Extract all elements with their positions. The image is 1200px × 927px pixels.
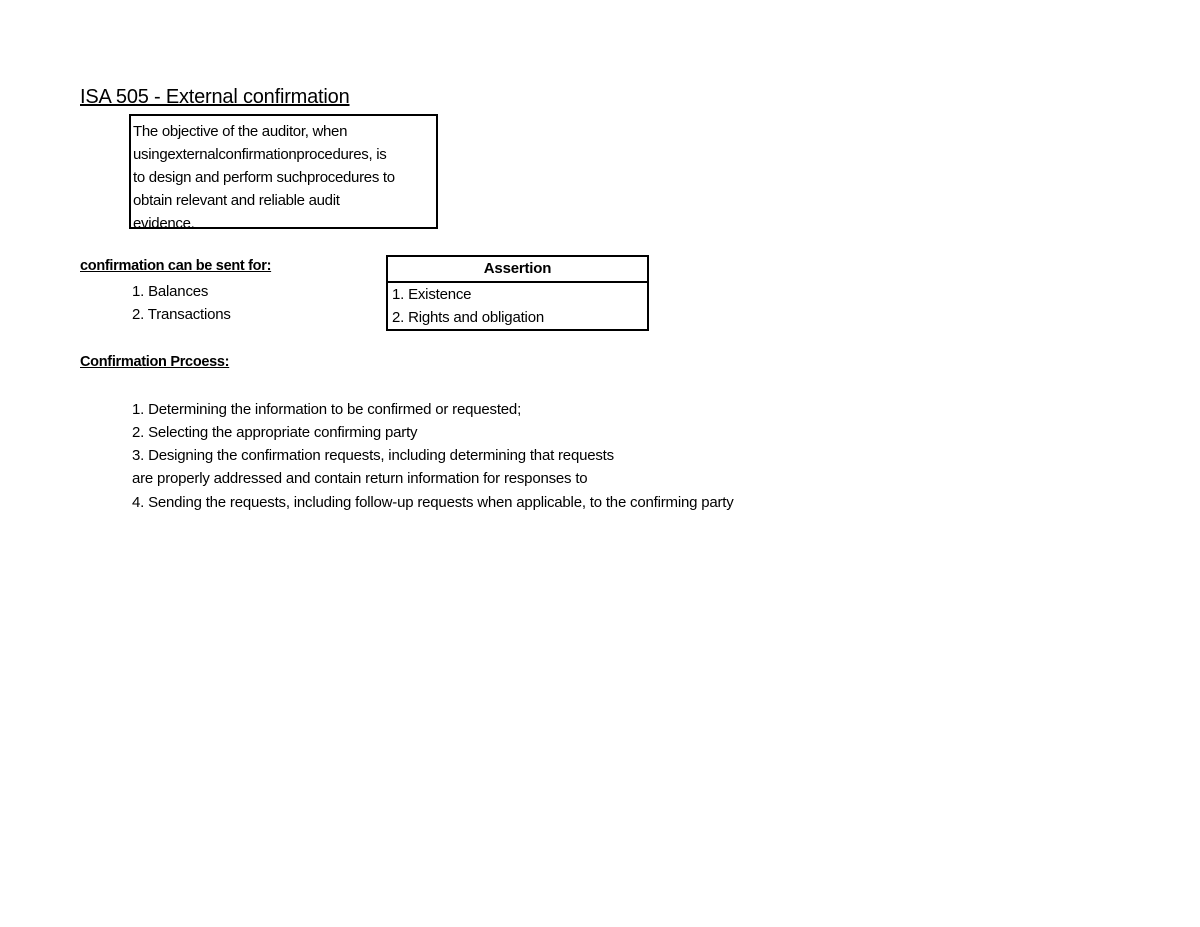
objective-box: [129, 114, 438, 232]
objective-line: to design and perform suchprocedures to: [133, 169, 395, 186]
objective-line: evidence.: [133, 215, 195, 232]
process-step-2: 2. Selecting the appropriate confirming party: [132, 424, 418, 441]
assertion-table: [386, 255, 649, 331]
objective-line: usingexternalconfirmationprocedures, is: [133, 146, 387, 163]
sent-for-heading: confirmation can be sent for:: [80, 258, 272, 274]
assertion-row-existence: 1. Existence: [392, 286, 472, 303]
assertion-row-rights: 2. Rights and obligation: [392, 309, 544, 326]
process-step-4: 4. Sending the requests, including follow-up requests when applicable, to the confirming party: [132, 494, 734, 511]
assertion-header: Assertion: [388, 257, 647, 283]
process-step-1: 1. Determining the information to be confirmed or requested;: [132, 401, 522, 418]
process-step-3: 3. Designing the confirmation requests, including determining that requests: [132, 447, 614, 464]
objective-line: obtain relevant and reliable audit: [133, 192, 340, 209]
process-step-3-continued: are properly addressed and contain return information for responses to: [132, 470, 588, 487]
objective-line: The objective of the auditor, when: [133, 123, 348, 140]
page-title: ISA 505 - External confirmation: [80, 86, 350, 108]
process-heading: Confirmation Prcoess:: [80, 354, 230, 370]
sent-for-item-balances: 1. Balances: [132, 283, 209, 300]
sent-for-item-transactions: 2. Transactions: [132, 306, 231, 323]
